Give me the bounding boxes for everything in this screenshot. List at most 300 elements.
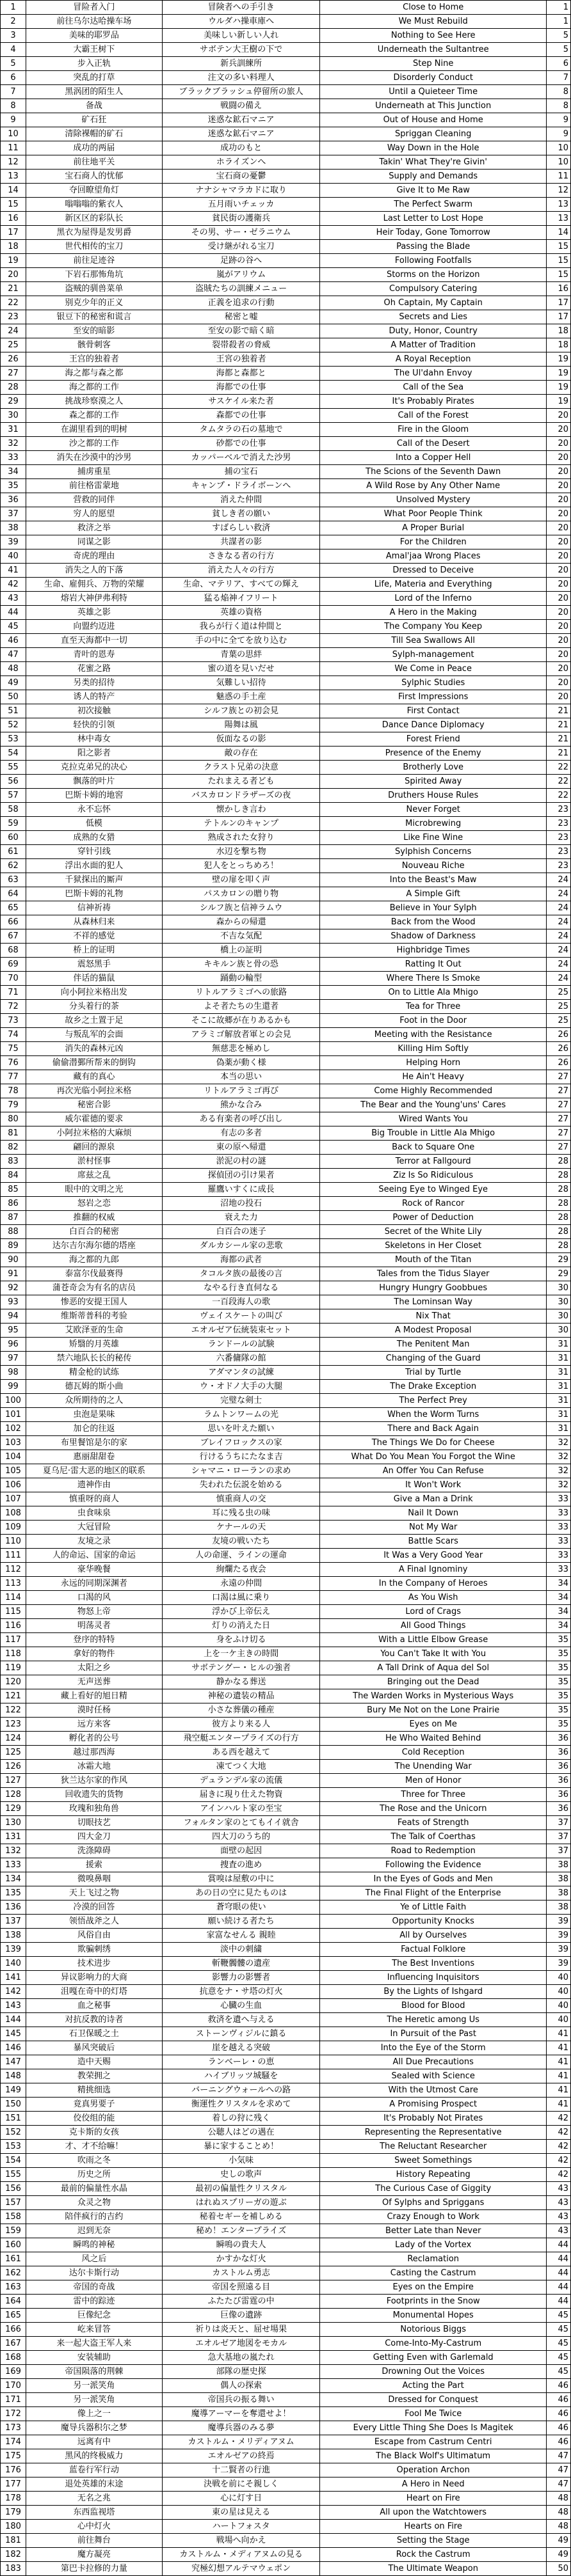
quest-name-english: The Penitent Man [320,1338,547,1352]
quest-name-chinese: 突乱的打草 [26,71,163,85]
quest-number: 127 [1,1774,26,1788]
quest-name-chinese: 另一派笑角 [26,2393,163,2407]
quest-name-english: Following the Evidence [320,1858,547,1872]
table-row [1,521,571,535]
quest-name-chinese: 前往舞台 [26,2534,163,2548]
quest-name-english: It's Probably Not Pirates [320,2112,547,2126]
quest-name-japanese: エオルゼア地図をモカル [162,2337,320,2351]
quest-name-chinese: 骸骨刺客 [26,338,163,352]
table-row [1,578,571,592]
quest-level: 23 [546,817,570,831]
quest-number: 140 [1,1957,26,1971]
quest-level: 11 [546,170,570,184]
quest-level: 28 [546,1169,570,1183]
quest-number: 153 [1,2140,26,2154]
quest-number: 99 [1,1380,26,1394]
quest-name-english: The Rose and the Unicorn [320,1802,547,1816]
quest-name-english: You Can't Take It with You [320,1647,547,1661]
quest-number: 28 [1,381,26,395]
quest-name-chinese: 瞬鸣的神秘 [26,2238,163,2252]
quest-name-english: Call of the Desert [320,437,547,451]
quest-name-english: Underneath the Sultantree [320,43,547,57]
quest-level: 48 [546,2520,570,2534]
quest-name-japanese: 生命、マテリア、すべての輝え [162,578,320,592]
quest-number: 44 [1,606,26,620]
quest-name-japanese: カストルム勇志 [162,2266,320,2280]
quest-name-english: Better Late than Never [320,2224,547,2238]
quest-level: 20 [546,578,570,592]
quest-name-japanese: 無慈悲を極めし [162,1042,320,1056]
quest-name-english: Shadow of Darkness [320,929,547,944]
quest-name-english: Not My War [320,1521,547,1535]
table-row [1,1661,571,1675]
quest-name-chinese: 另类的招待 [26,676,163,690]
quest-name-japanese: ある有楽者の呼び出し [162,1112,320,1126]
quest-number: 7 [1,85,26,99]
table-row [1,648,571,662]
quest-name-japanese: ある西を越えて [162,1746,320,1760]
table-row [1,1760,571,1774]
quest-name-english: Ratting It Out [320,958,547,972]
quest-name-chinese: 小阿拉米格的大麻烦 [26,1126,163,1141]
quest-name-chinese: 微嗅鼻咽 [26,1872,163,1886]
quest-name-japanese: ホライズンへ [162,155,320,170]
quest-level: 28 [546,1225,570,1239]
table-row [1,1830,571,1844]
quest-name-chinese: 在湖里看到的明树 [26,423,163,437]
quest-name-chinese: 分头着行的茶 [26,1000,163,1014]
quest-level: 35 [546,1718,570,1732]
quest-level: 22 [546,789,570,803]
quest-number: 116 [1,1619,26,1633]
quest-name-english: Brotherly Love [320,761,547,775]
quest-name-english: The Black Wolf's Ultimatum [320,2449,547,2463]
quest-level: 43 [546,2224,570,2238]
quest-name-english: A Simple Gift [320,887,547,901]
table-row [1,2520,571,2534]
quest-level: 47 [546,2477,570,2492]
table-row [1,85,571,99]
quest-name-english: Spirited Away [320,775,547,789]
quest-name-japanese: 暴に家することめ！ [162,2140,320,2154]
quest-name-chinese: 黑风的终极威力 [26,2449,163,2463]
quest-name-english: Footprints in the Snow [320,2295,547,2309]
quest-level: 20 [546,549,570,564]
quest-name-japanese: 心に灯す日 [162,2492,320,2506]
quest-level: 46 [546,2393,570,2407]
table-row [1,1380,571,1394]
quest-number: 135 [1,1886,26,1900]
quest-name-chinese: 竟真男要子 [26,2098,163,2112]
quest-name-english: Life, Materia and Everything [320,578,547,592]
quest-name-japanese: 陽舞は風 [162,718,320,732]
quest-level: 8 [546,85,570,99]
quest-level: 39 [546,1915,570,1929]
quest-name-japanese: 祈りは炎天と、屈せ場果 [162,2323,320,2337]
quest-number: 172 [1,2407,26,2421]
quest-level: 20 [546,409,570,423]
quest-name-japanese: たれまえる者ども [162,775,320,789]
quest-level: 13 [546,198,570,212]
quest-name-english: Nothing to See Here [320,29,547,43]
quest-level: 43 [546,2196,570,2210]
quest-name-chinese: 威尔霍德的要求 [26,1112,163,1126]
table-row [1,1183,571,1197]
quest-level: 33 [546,1549,570,1563]
quest-name-japanese: 五月雨いチェッカ [162,198,320,212]
quest-name-chinese: 精挑细选 [26,2083,163,2098]
table-row [1,1225,571,1239]
quest-name-japanese: 十二賢者の行進 [162,2463,320,2477]
quest-level: 24 [546,873,570,887]
quest-number: 152 [1,2126,26,2140]
quest-level: 29 [546,1253,570,1267]
quest-number: 87 [1,1211,26,1225]
table-row [1,367,571,381]
table-row [1,2224,571,2238]
quest-number: 84 [1,1169,26,1183]
quest-number: 59 [1,817,26,831]
quest-name-japanese: パスカロンの贈り物 [162,887,320,901]
table-row [1,2112,571,2126]
quest-name-chinese: 轻快的引领 [26,718,163,732]
quest-name-english: Tales from the Tidus Slayer [320,1267,547,1281]
quest-number: 143 [1,1999,26,2013]
quest-level: 17 [546,296,570,310]
quest-name-japanese: 失われた伝説を始める [162,1478,320,1492]
quest-name-japanese: 秘密と嘘 [162,310,320,324]
quest-name-chinese: 备战 [26,99,163,113]
table-row [1,437,571,451]
quest-number: 124 [1,1732,26,1746]
quest-name-japanese: 海都の武者 [162,1253,320,1267]
quest-number: 162 [1,2266,26,2280]
quest-name-chinese: 桥上的证明 [26,944,163,958]
quest-name-english: Druthers House Rules [320,789,547,803]
quest-level: 45 [546,2309,570,2323]
quest-number: 88 [1,1225,26,1239]
table-row [1,2140,571,2154]
quest-name-chinese: 王宫的独着者 [26,352,163,367]
quest-name-english: Nix That [320,1309,547,1324]
table-row [1,254,571,268]
quest-number: 79 [1,1098,26,1112]
quest-name-japanese: ラムトンワームの光 [162,1408,320,1422]
quest-name-japanese: 崖を越える突破 [162,2041,320,2055]
quest-number: 179 [1,2506,26,2520]
table-row [1,1872,571,1886]
table-row [1,71,571,85]
quest-name-japanese: タムタラの石の墓地で [162,423,320,437]
quest-name-chinese: 迟到无奈 [26,2224,163,2238]
table-row [1,2393,571,2407]
table-row [1,1070,571,1084]
quest-level: 15 [546,268,570,282]
quest-level: 20 [546,690,570,704]
quest-name-japanese: キキルン族と骨の恐 [162,958,320,972]
quest-number: 181 [1,2534,26,2548]
quest-level: 20 [546,493,570,507]
quest-name-chinese: 最前的偏量性水晶 [26,2182,163,2196]
quest-name-japanese: そこに故郷が在りあるかも [162,1014,320,1028]
quest-name-english: As You Wish [320,1591,547,1605]
quest-name-chinese: 林中毒女 [26,732,163,747]
table-row [1,1464,571,1478]
quest-level: 14 [546,226,570,240]
quest-level: 30 [546,1309,570,1324]
table-row [1,986,571,1000]
quest-number: 146 [1,2041,26,2055]
quest-name-chinese: 挑战珍察漠之人 [26,395,163,409]
quest-name-japanese: 口渴は風に乗り [162,1591,320,1605]
quest-name-chinese: 成熟的女猎 [26,831,163,845]
quest-number: 123 [1,1718,26,1732]
quest-name-japanese: 部隊の歴史探 [162,2365,320,2379]
quest-number: 82 [1,1141,26,1155]
quest-name-japanese: 絢爛たる夜会 [162,1563,320,1577]
quest-name-japanese: 蜜の道を見いだせ [162,662,320,676]
quest-name-chinese: 熔岩大神伊弗利特 [26,592,163,606]
quest-number: 52 [1,718,26,732]
table-row [1,310,571,324]
quest-number: 147 [1,2055,26,2069]
quest-number: 92 [1,1281,26,1295]
quest-number: 157 [1,2196,26,2210]
quest-name-japanese: 羅鷹いすくに成長 [162,1183,320,1197]
quest-name-english: With the Utmost Care [320,2083,547,2098]
quest-name-english: Back to Square One [320,1141,547,1155]
quest-name-japanese: 熟成された女狩り [162,831,320,845]
quest-number: 105 [1,1464,26,1478]
quest-number: 6 [1,71,26,85]
quest-number: 168 [1,2351,26,2365]
quest-name-chinese: 浮出水面的犯人 [26,859,163,873]
quest-level: 18 [546,338,570,352]
quest-level: 31 [546,1366,570,1380]
quest-name-english: What Do You Mean You Forgot the Wine [320,1450,547,1464]
quest-level: 38 [546,1858,570,1872]
quest-name-japanese: 壁の扉を叩く声 [162,873,320,887]
quest-name-english: Sweet Somethings [320,2154,547,2168]
quest-name-chinese: 海之都与森之都 [26,367,163,381]
quest-name-japanese: 迷惑な鉱石マニア [162,113,320,127]
quest-name-japanese: 凍てつく大地 [162,1760,320,1774]
quest-number: 114 [1,1591,26,1605]
quest-name-chinese: 豪华晚餐 [26,1563,163,1577]
quest-level: 1 [546,15,570,29]
quest-level: 40 [546,1999,570,2013]
quest-name-english: Fire in the Gloom [320,423,547,437]
quest-number: 69 [1,958,26,972]
quest-name-english: Seeing Eye to Winged Eye [320,1183,547,1197]
quest-name-english: Lady of the Vortex [320,2238,547,2252]
quest-name-chinese: 世代相传的宝刀 [26,240,163,254]
table-row [1,676,571,690]
quest-name-english: A Promising Prospect [320,2098,547,2112]
quest-name-chinese: 惠丽甜甜卷 [26,1450,163,1464]
quest-name-japanese: 貧しき者の願い [162,507,320,521]
quest-name-japanese: 心臓の生血 [162,1999,320,2013]
quest-number: 122 [1,1703,26,1718]
quest-name-chinese: 回收遗失的货物 [26,1788,163,1802]
quest-level: 5 [546,29,570,43]
quest-name-chinese: 吹雨之冬 [26,2154,163,2168]
quest-name-english: The Drake Exception [320,1380,547,1394]
quest-level: 46 [546,2407,570,2421]
quest-name-japanese: 砂都での仕事 [162,437,320,451]
quest-level: 27 [546,1084,570,1098]
quest-name-japanese: 迷惑な鉱石マニア [162,127,320,141]
quest-number: 101 [1,1408,26,1422]
quest-level: 41 [546,2083,570,2098]
table-row [1,324,571,338]
quest-number: 166 [1,2323,26,2337]
quest-name-japanese: 有志の多者 [162,1126,320,1141]
quest-name-english: Blood for Blood [320,1999,547,2013]
quest-number: 67 [1,929,26,944]
quest-level: 20 [546,662,570,676]
table-row [1,1943,571,1957]
quest-name-chinese: 黑衣为屋得是发男爵 [26,226,163,240]
table-row [1,1703,571,1718]
quest-name-japanese: ハートフォスタ [162,2520,320,2534]
quest-name-japanese: 慎重商人の交 [162,1492,320,1506]
quest-name-chinese: 孵化者的公号 [26,1732,163,1746]
quest-level: 41 [546,2069,570,2083]
quest-level: 28 [546,1183,570,1197]
quest-name-chinese: 藏上看好的旭日精 [26,1689,163,1703]
quest-number: 15 [1,198,26,212]
quest-name-japanese: 究極幻想アルテマウェポン [162,2562,320,2576]
quest-name-chinese: 四大金刀 [26,1830,163,1844]
quest-name-japanese: ブレイフロックスの家 [162,1436,320,1450]
quest-name-chinese: 达尔吉尔海尔德的塔座 [26,1239,163,1253]
table-row [1,1324,571,1338]
quest-level: 26 [546,1028,570,1042]
quest-name-english: Heir Today, Gone Tomorrow [320,226,547,240]
quest-name-chinese: 像上之一 [26,2407,163,2421]
quest-name-japanese: ケナールの天 [162,1521,320,1535]
quest-name-english: Acting the Part [320,2379,547,2393]
quest-number: 98 [1,1366,26,1380]
quest-name-english: Terror at Fallgourd [320,1155,547,1169]
table-row [1,1394,571,1408]
quest-name-chinese: 遗神作由 [26,1478,163,1492]
quest-name-english: Into the Beast's Maw [320,873,547,887]
quest-level: 20 [546,535,570,549]
table-row [1,29,571,43]
table-row [1,1886,571,1900]
quest-level: 28 [546,1239,570,1253]
quest-number: 112 [1,1563,26,1577]
quest-name-english: All Due Precautions [320,2055,547,2069]
quest-number: 139 [1,1943,26,1957]
quest-number: 130 [1,1816,26,1830]
quest-number: 71 [1,986,26,1000]
quest-name-japanese: 注文の多い料理人 [162,71,320,85]
quest-number: 113 [1,1577,26,1591]
quest-name-chinese: 银豆下的秘密和谎言 [26,310,163,324]
quest-name-english: Last Letter to Lost Hope [320,212,547,226]
quest-name-chinese: 帝国陨落的荆棘 [26,2365,163,2379]
quest-name-english: Hungry Hungry Goobbues [320,1281,547,1295]
quest-number: 33 [1,451,26,465]
table-row [1,338,571,352]
quest-name-japanese: 消えた人々の行方 [162,564,320,578]
quest-level: 26 [546,1056,570,1070]
quest-name-chinese: 至安的暗影 [26,324,163,338]
quest-name-chinese: 陪伴疯行的吉约 [26,2210,163,2224]
quest-number: 40 [1,549,26,564]
quest-level: 30 [546,1324,570,1338]
quest-level: 25 [546,986,570,1000]
table-row [1,479,571,493]
quest-level: 40 [546,1971,570,1985]
quest-number: 8 [1,99,26,113]
table-row [1,2295,571,2309]
quest-name-chinese: 欺骗刺绣 [26,1943,163,1957]
quest-number: 104 [1,1450,26,1464]
table-row [1,1900,571,1915]
quest-level: 31 [546,1380,570,1394]
quest-level: 30 [546,1281,570,1295]
quest-name-english: Lord of the Inferno [320,592,547,606]
quest-name-chinese: 物怒上帝 [26,1605,163,1619]
quest-number: 68 [1,944,26,958]
quest-name-chinese: 友境之录 [26,1535,163,1549]
quest-name-japanese: 冒険者への手引き [162,1,320,15]
quest-number: 25 [1,338,26,352]
quest-level: 41 [546,2027,570,2041]
quest-number: 159 [1,2224,26,2238]
table-row [1,2309,571,2323]
quest-name-english: Sealed with Science [320,2069,547,2083]
table-row [1,381,571,395]
quest-level: 33 [546,1492,570,1506]
table-row [1,1,571,15]
quest-name-chinese: 冰霜大地 [26,1760,163,1774]
quest-number: 170 [1,2379,26,2393]
quest-name-chinese: 人的命运、国家的命运 [26,1549,163,1563]
quest-name-chinese: 黑涡团的陌生人 [26,85,163,99]
table-row [1,1492,571,1506]
quest-name-english: A Royal Reception [320,352,547,367]
quest-level: 10 [546,141,570,155]
quest-name-chinese: 心中灯火 [26,2520,163,2534]
table-row [1,1056,571,1070]
table-row [1,1802,571,1816]
table-row [1,1169,571,1183]
table-row [1,1000,571,1014]
quest-level: 48 [546,2492,570,2506]
table-row [1,352,571,367]
quest-level: 46 [546,2421,570,2435]
quest-name-english: Eyes on the Empire [320,2280,547,2295]
quest-number: 110 [1,1535,26,1549]
quest-name-chinese: 众所期待的之人 [26,1394,163,1408]
quest-level: 33 [546,1521,570,1535]
quest-number: 50 [1,690,26,704]
quest-number: 107 [1,1492,26,1506]
quest-name-japanese: 面壁の起因 [162,1844,320,1858]
quest-name-english: Crazy Enough to Work [320,2210,547,2224]
quest-name-chinese: 前往格雷蒙地 [26,479,163,493]
quest-number: 111 [1,1549,26,1563]
table-row [1,1985,571,1999]
quest-name-chinese: 援索 [26,1858,163,1872]
quest-name-chinese: 消失之人的下落 [26,564,163,578]
quest-level: 20 [546,451,570,465]
